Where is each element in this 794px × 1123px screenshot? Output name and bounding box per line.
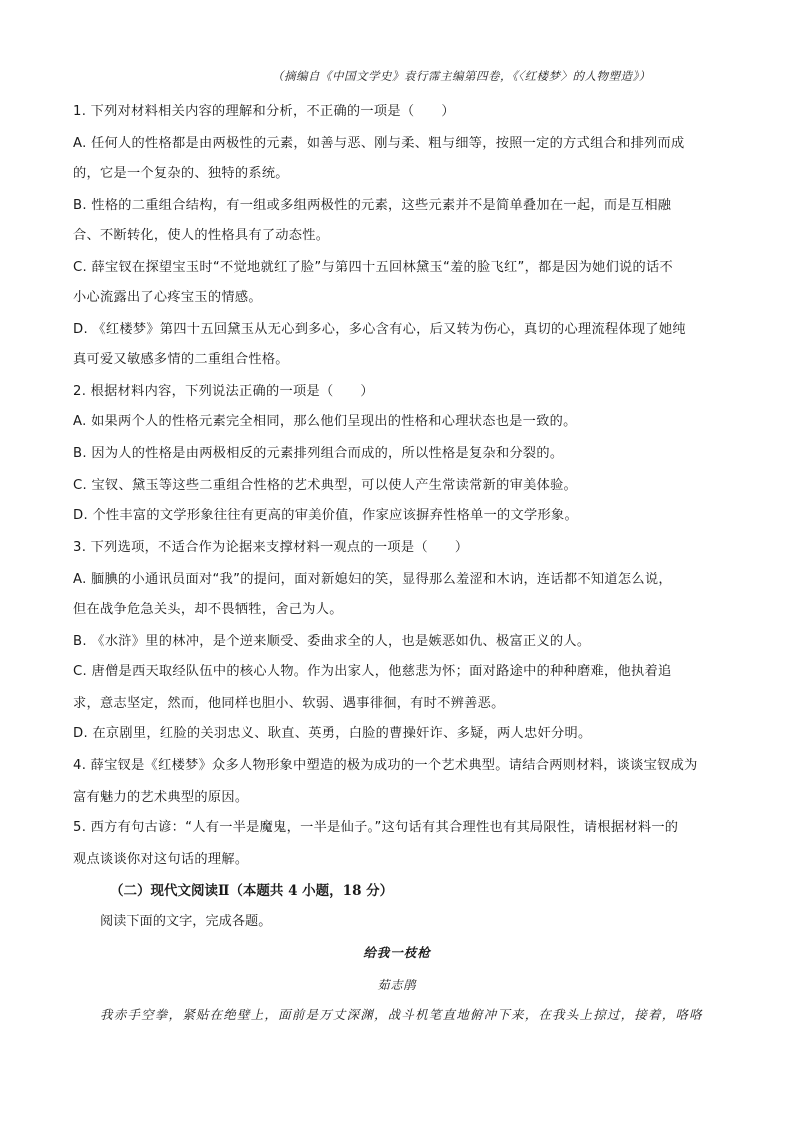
- q3-option-c-line2: 求，意志坚定，然而，他同样也胆小、软弱、遇事徘徊，有时不辨善恶。: [73, 696, 505, 711]
- q5-line1: 5. 西方有句古谚：“人有一半是魔鬼，一半是仙子。”这句话有其合理性也有其局限性，请根据材料一的: [73, 820, 679, 835]
- q3-option-b: B. 《水浒》里的林冲，是个逆来顺受、委曲求全的人，也是嫉恶如仇、极富正义的人。: [73, 634, 591, 649]
- section-instruction: 阅读下面的文字，完成各题。: [100, 914, 272, 929]
- q5-line2: 观点谈谈你对这句话的理解。: [73, 852, 249, 867]
- q4-line2: 富有魅力的艺术典型的原因。: [73, 790, 249, 805]
- q3-option-d: D. 在京剧里，红脸的关羽忠义、耿直、英勇，白脸的曹操奸诈、多疑，两人忠奸分明。: [73, 726, 592, 741]
- q1-option-c-line2: 小心流露出了心疼宝玉的情感。: [73, 290, 262, 305]
- q2-option-a: A. 如果两个人的性格元素完全相同，那么他们呈现出的性格和心理状态也是一致的。: [73, 414, 577, 429]
- story-first-line: 我赤手空拳，紧贴在绝壁上，面前是万丈深渊，战斗机笔直地俯冲下来，在我头上掠过，接着，咯咯: [100, 1007, 703, 1022]
- story-author: 茹志鹃: [377, 978, 417, 992]
- q2-stem: 2. 根据材料内容，下列说法正确的一项是（ ）: [73, 384, 374, 399]
- section-title: （二）现代文阅读Ⅱ（本题共 4 小题，18 分）: [110, 883, 394, 899]
- q1-option-b-line2: 合、不断转化，使人的性格具有了动态性。: [73, 228, 330, 243]
- q1-option-c-line1: C. 薛宝钗在探望宝玉时“不觉地就红了脸”与第四十五回林黛玉“羞的脸飞红”，都是因为她们说的话不: [73, 260, 674, 275]
- q1-option-b-line1: B. 性格的二重组合结构，有一组或多组两极性的元素，这些元素并不是简单叠加在一起，而是互相融: [73, 198, 672, 213]
- q3-option-a-line1: A. 腼腆的小通讯员面对“我”的提问，面对新媳妇的笑，显得那么羞涩和木讷，连话都不知道怎么说，: [73, 572, 672, 587]
- q1-stem: 1. 下列对材料相关内容的理解和分析，不正确的一项是（ ）: [73, 104, 455, 119]
- source-citation: （摘编自《中国文学史》袁行霈主编第四卷，《〈红楼梦〉的人物塑造》）: [272, 69, 651, 83]
- q2-option-b: B. 因为人的性格是由两极相反的元素排列组合而成的，所以性格是复杂和分裂的。: [73, 446, 564, 461]
- q1-option-d-line2: 真可爱又敏感多情的二重组合性格。: [73, 352, 289, 367]
- q3-stem: 3. 下列选项，不适合作为论据来支撑材料一观点的一项是（ ）: [73, 540, 469, 555]
- q1-option-a-line2: 的，它是一个复杂的、独特的系统。: [73, 166, 289, 181]
- q4-line1: 4. 薛宝钗是《红楼梦》众多人物形象中塑造的极为成功的一个艺术典型。请结合两则材料，谈谈宝钗成为: [73, 758, 698, 773]
- q3-option-a-line2: 但在战争危急关头，却不畏牺牲，舍己为人。: [73, 602, 343, 617]
- story-title: 给我一枝枪: [363, 945, 431, 960]
- q1-option-d-line1: D. 《红楼梦》第四十五回黛玉从无心到多心，多心含有心，后又转为伤心，真切的心理流程体现了她纯: [73, 322, 686, 337]
- q1-option-a-line1: A. 任何人的性格都是由两极性的元素，如善与恶、刚与柔、粗与细等，按照一定的方式组合和排列而成: [73, 136, 685, 151]
- q2-option-d: D. 个性丰富的文学形象往往有更高的审美价值，作家应该摒弃性格单一的文学形象。: [73, 508, 578, 523]
- q3-option-c-line1: C. 唐僧是西天取经队伍中的核心人物。作为出家人，他慈悲为怀；面对路途中的种种磨难，他执着追: [73, 664, 672, 679]
- q2-option-c: C. 宝钗、黛玉等这些二重组合性格的艺术典型，可以使人产生常读常新的审美体验。: [73, 478, 578, 493]
